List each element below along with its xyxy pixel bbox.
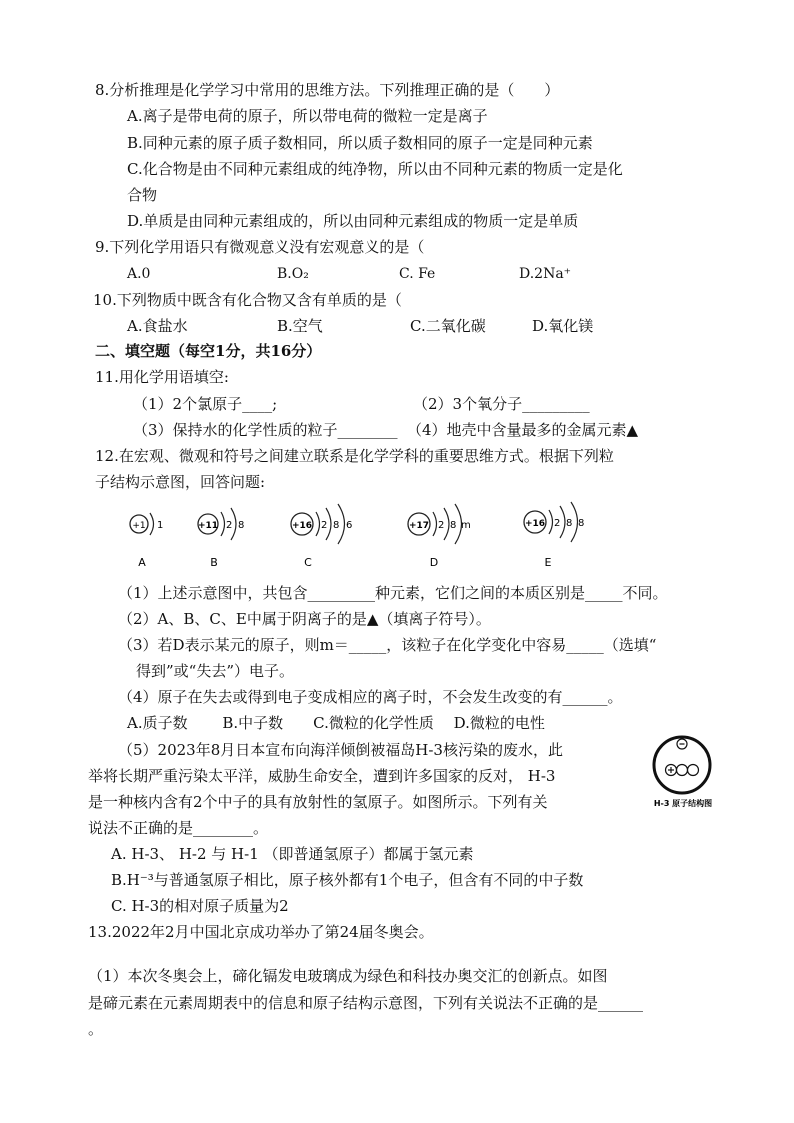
q13-part1-line1: （1）本次冬奥会上，碲化镉发电玻璃成为绿色和科技办奥交汇的创新点。如图 [88,967,608,985]
q8-option-b: B.同种元素的原子质子数相同，所以质子数相同的原子一定是同种元素 [127,134,593,152]
q12-sub5-option-a: A. H-3、 H-2 与 H-1 （即普通氢原子）都属于氢元素 [111,845,474,863]
atom-a-nucleus: +1 [132,521,146,531]
q12-sub5-option-b: B.H⁻³与普通氢原子相比，原子核外都有1个电子，但含有不同的中子数 [111,871,584,889]
atom-b-shell-1: 2 [226,520,233,531]
atom-b-nucleus: +11 [197,521,219,531]
q8-option-c: C.化合物是由不同种元素组成的纯净物，所以由不同种元素的物质一定是化 [127,160,623,178]
q12-sub3: （3）若D表示某元的原子，则m＝_____，该粒子在化学变化中容易_____（选填“ [118,636,657,654]
q12-sub3-cont: 得到”或“失去”）电子。 [136,662,295,680]
atom-e-shell-1: 2 [554,518,561,529]
atom-e-shell-3: 8 [578,518,585,529]
atom-d-shell-1: 2 [438,520,445,531]
atom-d-shell-2: 8 [450,520,457,531]
atom-a-label: A [138,556,146,569]
q9-stem: 9.下列化学用语只有微观意义没有宏观意义的是（ [95,238,425,256]
q8-option-c-cont: 合物 [127,186,158,204]
q12-stem: 12.在宏观、微观和符号之间建立联系是化学学科的重要思维方式。根据下列粒 [95,447,614,465]
q12-sub2: （2）A、B、C、E中属于阴离子的是▲（填离子符号）。 [118,610,491,628]
q10-option-c: C.二氧化碳 [410,317,486,335]
atom-diagram-e [524,502,584,569]
section-heading: 二、填空题（每空1分，共16分） [95,342,322,360]
atom-diagram-c [291,504,352,569]
q11-part4: （4）地壳中含量最多的金属元素▲ [407,421,639,439]
atom-a-shell-1: 1 [157,520,164,531]
atom-c-label: C [304,556,312,569]
q12-sub5-line3: 是一种核内含有2个中子的具有放射性的氢原子。如图所示。下列有关 [88,793,548,811]
q10-stem: 10.下列物质中既含有化合物又含有单质的是（ [93,291,402,309]
atom-c-shell-1: 2 [321,520,328,531]
atom-e-nucleus: +16 [524,519,546,529]
q11-stem: 11.用化学用语填空: [95,368,229,386]
q11-part2: （2）3个氧分子_________ [413,395,590,413]
q8-option-a: A.离子是带电荷的原子，所以带电荷的微粒一定是离子 [127,107,488,125]
atom-e-label: E [544,556,552,569]
atom-d-label: D [429,556,439,569]
q11-part1: （1）2个氯原子____; [133,395,278,413]
q8-option-d: D.单质是由同种元素组成的，所以由同种元素组成的物质一定是单质 [127,212,579,230]
q10-option-d: D.氧化镁 [532,317,594,335]
q9-option-d: D.2Na⁺ [519,266,572,282]
q9-option-a: A.0 [127,266,151,282]
q9-option-b: B.O₂ [277,266,309,282]
atom-c-shell-3: 6 [346,520,353,531]
q12-sub4-options: A.质子数 B.中子数 C.微粒的化学性质 D.微粒的电性 [127,714,545,732]
q10-option-a: A.食盐水 [127,317,188,335]
atom-structure-diagrams [0,500,794,580]
atom-d-shell-3: m [461,520,471,531]
q12-sub4: （4）原子在失去或得到电子变成相应的离子时，不会发生改变的有______。 [118,688,623,706]
h3-atom-structure-figure [648,733,738,813]
atom-b-shell-2: 8 [238,520,245,531]
q12-stem-cont: 子结构示意图，回答问题: [95,473,266,491]
q11-part3: （3）保持水的化学性质的粒子________ [133,421,398,439]
atom-c-nucleus: +16 [291,521,313,531]
q12-sub5-option-c: C. H-3的相对原子质量为2 [111,897,289,915]
q12-sub5-line2: 举将长期严重污染太平洋，威胁生命安全，遭到许多国家的反对， H-3 [88,767,556,785]
q10-option-b: B.空气 [277,317,323,335]
q13-part1-line2: 是碲元素在元素周期表中的信息和原子结构示意图，下列有关说法不正确的是______ [88,994,644,1012]
q13-stem: 13.2022年2月中国北京成功举办了第24届冬奥会。 [88,923,434,941]
q13-part1-line3: 。 [88,1020,104,1038]
q12-sub5-line1: （5）2023年8月日本宣布向海洋倾倒被福岛H-3核污染的废水，此 [118,741,563,759]
q12-sub1: （1）上述示意图中，共包含_________种元素，它们之间的本质区别是_____不同。 [118,584,668,602]
atom-d-nucleus: +17 [408,521,430,531]
atom-diagram-a [130,513,163,569]
q9-option-c: C. Fe [399,266,436,282]
q12-sub5-line4: 说法不正确的是________。 [88,819,269,837]
h3-figure-caption: H-3 原子结构图 [653,799,713,808]
atom-c-shell-2: 8 [333,520,340,531]
atom-e-shell-2: 8 [566,518,573,529]
atom-diagram-d [408,504,471,569]
atom-b-label: B [210,556,218,569]
q8-stem: 8.分析推理是化学学习中常用的思维方法。下列推理正确的是（ ） [95,81,560,99]
atom-diagram-b [198,508,244,569]
